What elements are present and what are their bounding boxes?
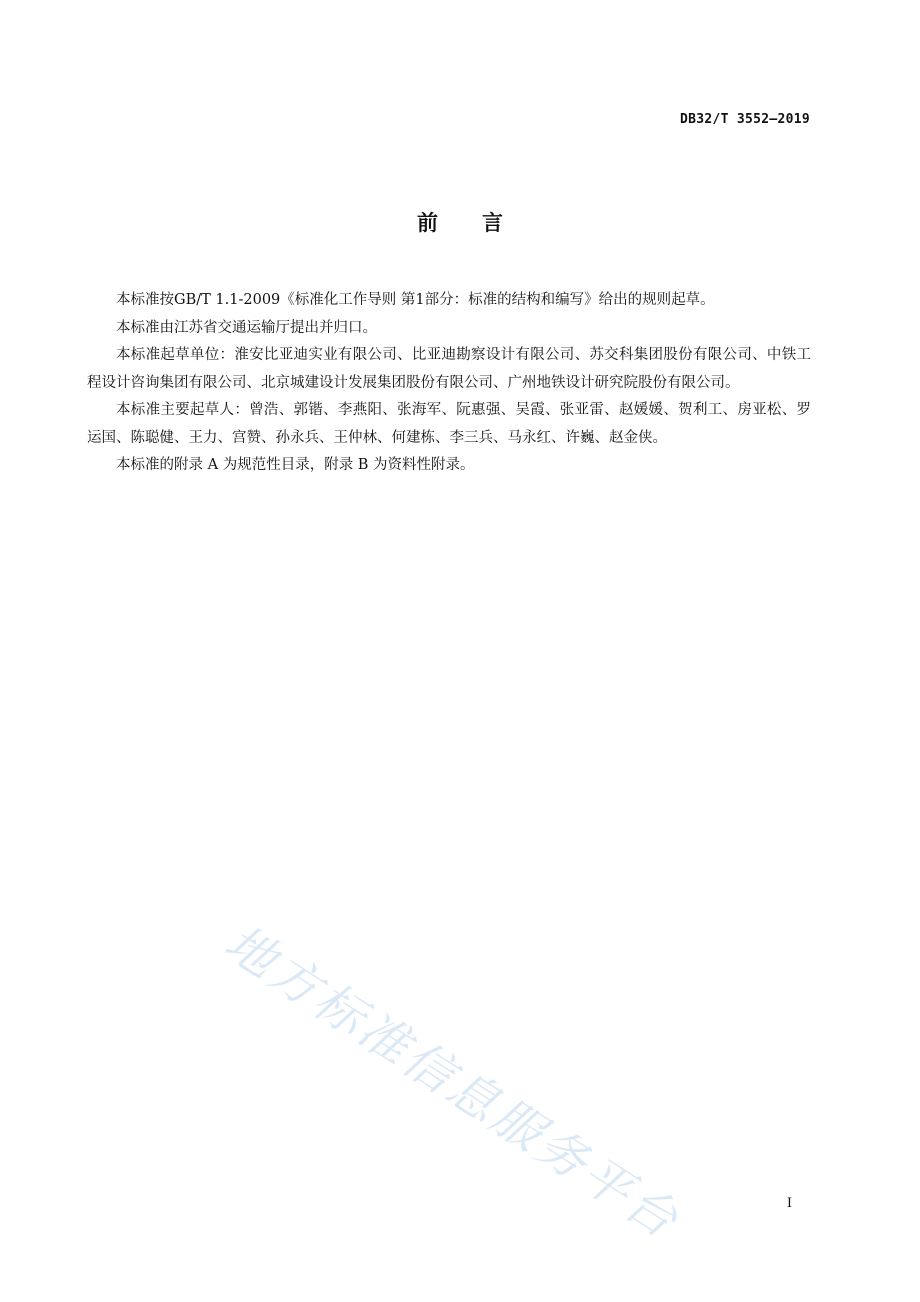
paragraph-proposer: 本标准由江苏省交通运输厅提出并归口。 <box>116 319 377 336</box>
paragraph-drafting-units: 本标准起草单位：淮安比亚迪实业有限公司、比亚迪勘察设计有限公司、苏交科集团股份有限公司、中铁工程设计咨询集团有限公司、北京城建设计发展集团股份有限公司、广州地铁设计研究院股份有限公司。 <box>87 347 811 391</box>
page-number: I <box>786 1196 792 1211</box>
document-code: DB32/T 3552—2019 <box>679 112 810 127</box>
foreword-body <box>87 287 811 480</box>
paragraph-drafting-rules: 本标准按GB/T 1.1-2009《标准化工作导则 第1部分：标准的结构和编写》给出的规则起草。 <box>116 292 715 308</box>
watermark-text: 地方标准信息服务平台 <box>214 914 691 1251</box>
paragraph-appendix-note: 本标准的附录 A 为规范性目录，附录 B 为资料性附录。 <box>116 457 475 473</box>
page-title: 前言 <box>417 211 547 235</box>
paragraph-drafters: 本标准主要起草人：曾浩、郭锴、李燕阳、张海军、阮惠强、吴霞、张亚雷、赵媛媛、贺利工、房亚松、罗运国、陈聪健、王力、宫赞、孙永兵、王仲林、何建栋、李三兵、马永红、许巍、赵金侠。 <box>87 402 811 446</box>
